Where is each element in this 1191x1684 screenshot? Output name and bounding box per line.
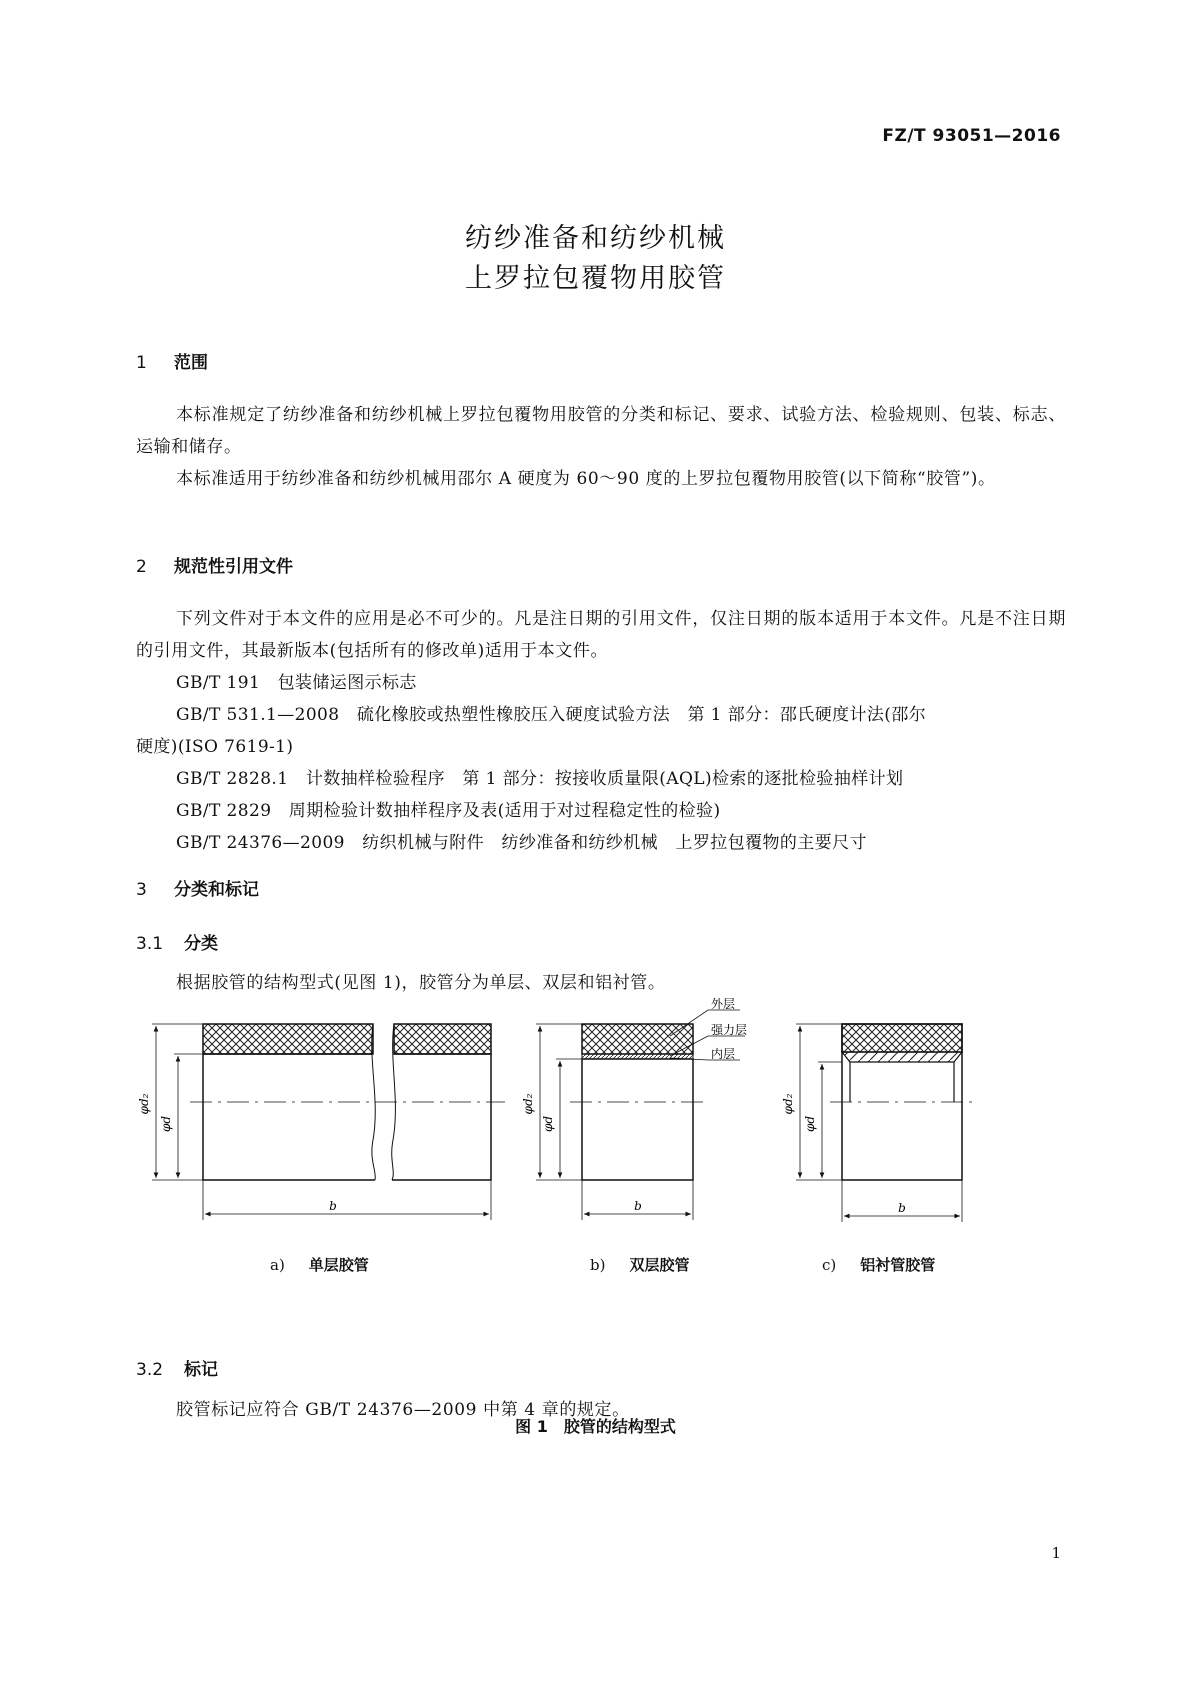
label-strength-layer: 强力层 [711, 1023, 748, 1037]
section-1-heading [136, 348, 208, 373]
caption-label: c) [822, 1256, 837, 1274]
reference-item: GB/T 2828.1 计数抽样检验程序 第 1 部分：按接收质量限(AQL)检索的逐批检验抽样计划 [176, 769, 904, 789]
caption-c [822, 1254, 935, 1275]
dim-width: b [898, 1201, 906, 1215]
page-number: 1 [1051, 1544, 1061, 1562]
section-3-heading [136, 875, 259, 900]
dim-inner-diameter: φd [803, 1115, 817, 1133]
caption-label: a) [270, 1256, 285, 1274]
caption-b [590, 1254, 689, 1275]
paragraph: 本标准适用于纺纱准备和纺纱机械用邵尔 A 硬度为 60～90 度的上罗拉包覆物用胶管(以下简称“胶管”)。 [176, 469, 996, 489]
normative-references [136, 667, 1066, 859]
label-outer-layer: 外层 [711, 997, 736, 1011]
section-3-1-heading [136, 929, 218, 954]
paragraph: 根据胶管的结构型式(见图 1)，胶管分为单层、双层和铝衬管。 [176, 973, 666, 993]
section-title: 规范性引用文件 [174, 557, 293, 577]
paragraph: 本标准规定了纺纱准备和纺纱机械上罗拉包覆物用胶管的分类和标记、要求、试验方法、检验规则、包装、标志、运输和储存。 [136, 405, 1066, 457]
caption-a [270, 1254, 369, 1275]
figure-1-diagram [0, 990, 1191, 1260]
section-1-body [136, 399, 1066, 495]
standard-code: FZ/T 93051—2016 [882, 126, 1061, 146]
section-title: 分类 [184, 934, 218, 954]
dim-outer-diameter: φd₂ [137, 1093, 151, 1115]
aluminium-lined-tube [781, 1024, 975, 1222]
paragraph: 胶管标记应符合 GB/T 24376—2009 中第 4 章的规定。 [176, 1400, 630, 1420]
reference-item: GB/T 24376—2009 纺织机械与附件 纺纱准备和纺纱机械 上罗拉包覆物的主要尺寸 [176, 833, 867, 853]
label-inner-layer: 内层 [711, 1047, 736, 1061]
dim-outer-diameter: φd₂ [781, 1093, 795, 1115]
document-title-line2: 上罗拉包覆物用胶管 [465, 263, 726, 294]
section-3-2-heading [136, 1355, 218, 1380]
dim-width: b [634, 1199, 642, 1213]
double-layer-tube [521, 997, 747, 1220]
section-2-intro [136, 603, 1066, 667]
section-number: 1 [136, 353, 147, 373]
dim-outer-diameter: φd₂ [521, 1093, 535, 1115]
single-layer-tube [137, 1024, 505, 1220]
section-title: 标记 [184, 1360, 218, 1380]
dim-width: b [329, 1199, 337, 1213]
section-2-heading [136, 552, 293, 577]
caption-text: 单层胶管 [308, 1256, 369, 1274]
figure-title: 图 1 胶管的结构型式 [515, 1417, 676, 1436]
reference-item-continuation: 硬度)(ISO 7619-1) [136, 737, 294, 757]
dim-inner-diameter: φd [159, 1115, 173, 1133]
caption-label: b) [590, 1256, 606, 1274]
section-title: 分类和标记 [174, 880, 259, 900]
section-title: 范围 [174, 353, 208, 373]
section-3-2-body [136, 1394, 1066, 1426]
section-number: 3 [136, 880, 147, 900]
document-title-line1: 纺纱准备和纺纱机械 [465, 223, 726, 254]
section-number: 2 [136, 557, 147, 577]
reference-item: GB/T 531.1—2008 硫化橡胶或热塑性橡胶压入硬度试验方法 第 1 部分：邵氏硬度计法(邵尔 [176, 705, 927, 725]
caption-text: 铝衬管胶管 [860, 1256, 936, 1274]
reference-item: GB/T 191 包装储运图示标志 [176, 673, 417, 693]
section-number: 3.2 [136, 1360, 164, 1380]
dim-inner-diameter: φd [541, 1115, 555, 1133]
reference-item: GB/T 2829 周期检验计数抽样程序及表(适用于对过程稳定性的检验) [176, 801, 721, 821]
section-number: 3.1 [136, 934, 164, 954]
paragraph: 下列文件对于本文件的应用是必不可少的。凡是注日期的引用文件，仅注日期的版本适用于本文件。凡是不注日期的引用文件，其最新版本(包括所有的修改单)适用于本文件。 [136, 609, 1066, 661]
caption-text: 双层胶管 [629, 1256, 690, 1274]
